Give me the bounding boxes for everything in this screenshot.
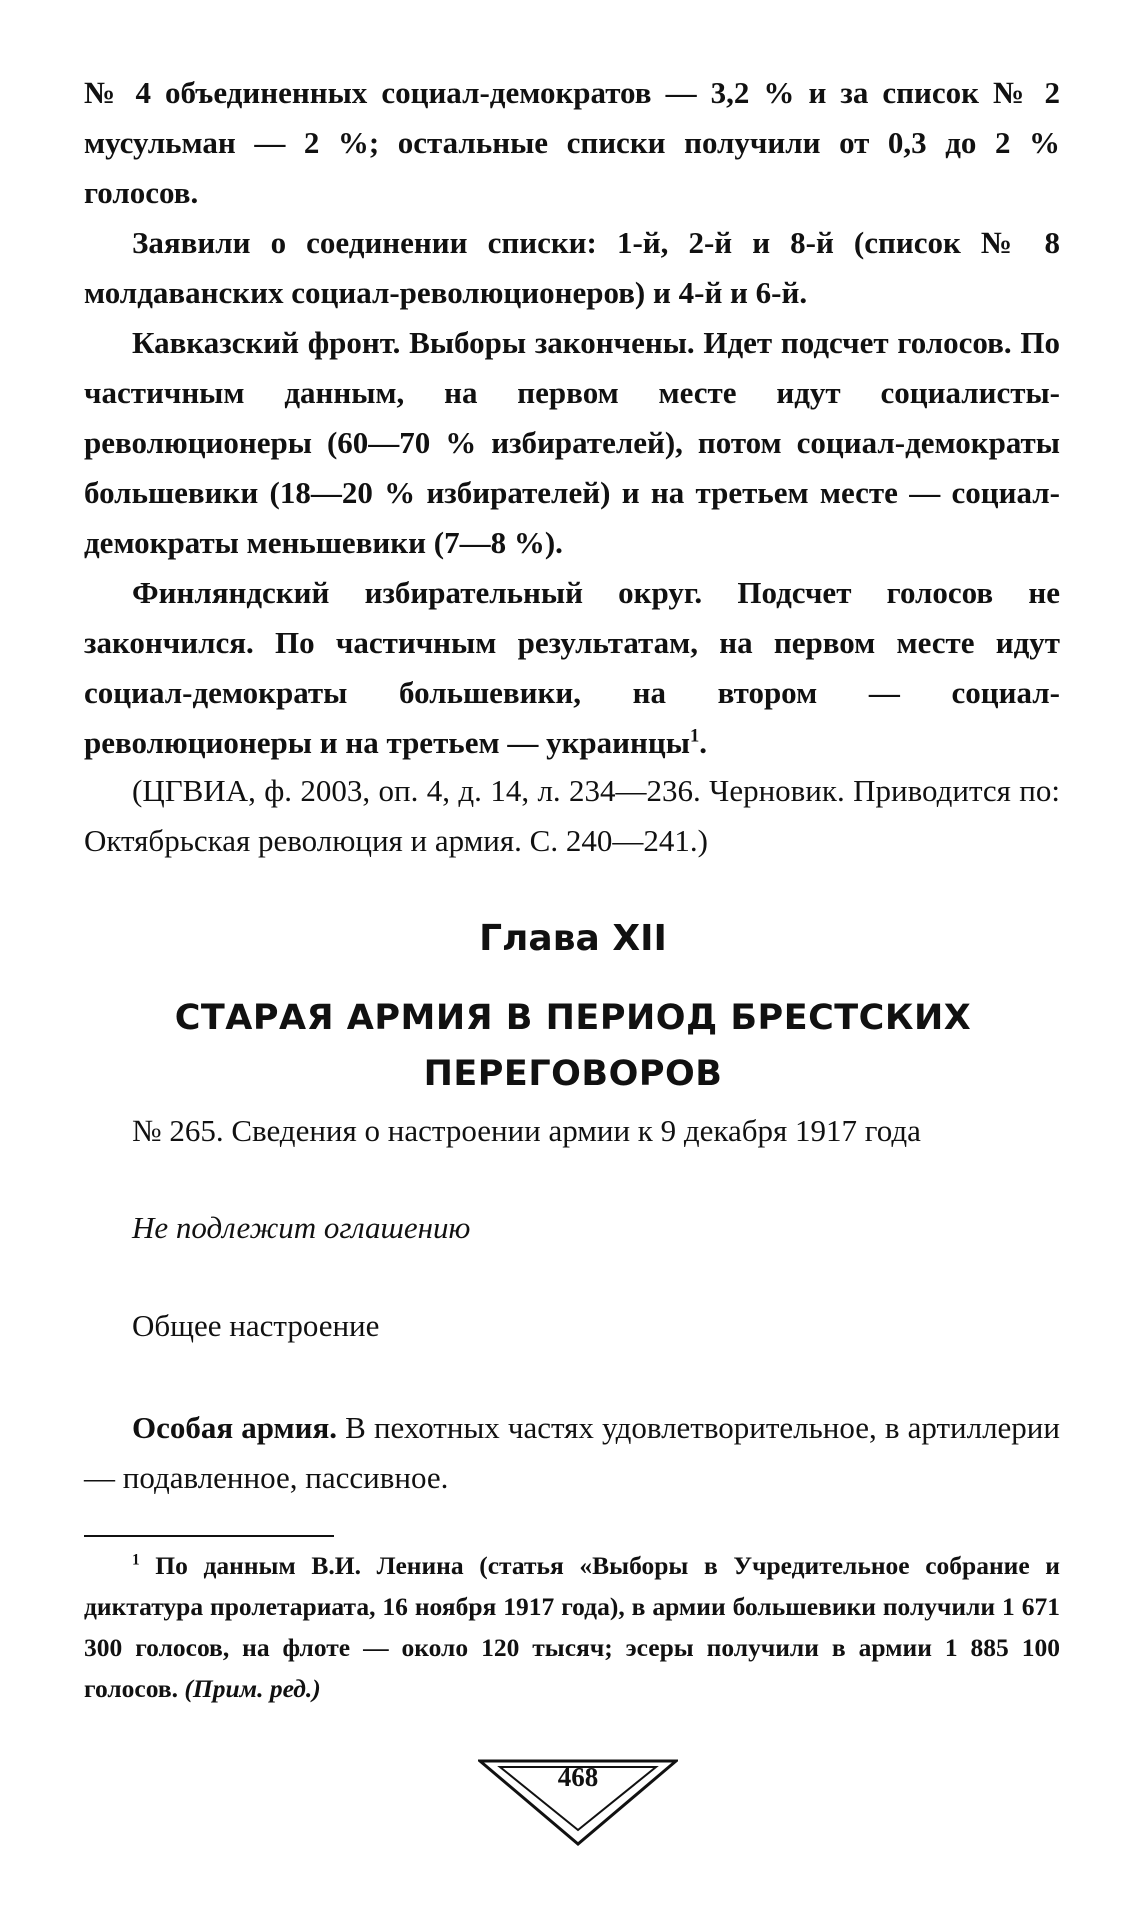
- caucasus-front-lead: Кавказский фронт.: [132, 325, 401, 360]
- special-army-paragraph: [84, 1403, 1060, 1503]
- document-heading: № 265. Сведения о настроении армии к 9 декабря 1917 года: [132, 1113, 921, 1148]
- footnote-text: [84, 1545, 1060, 1709]
- paragraph-list-merge: Заявили о соединении списки: 1-й, 2-й и 8-й (список № 8 молдаванских социал-революционеров) и 4-й и 6-й.: [84, 225, 1060, 310]
- paragraph-election-results: № 4 объединенных социал-демократов — 3,2 % и за список № 2 мусульман — 2 %; остальные списки получили от 0,3 до 2 % голосов.: [84, 75, 1060, 210]
- footnote: [84, 1545, 1060, 1709]
- footnote-marker: 1: [132, 1551, 140, 1569]
- special-army-text: [84, 1403, 1060, 1503]
- finland-district-end: .: [699, 725, 707, 760]
- special-army-body: В пехотных частях удовлетворительное, в артиллерии — подавленное, пассивное.: [84, 1410, 1060, 1495]
- editor-note: (Прим. ред.): [184, 1674, 321, 1703]
- chapter-title: [0, 990, 1146, 1102]
- chapter-label: Глава XII: [479, 918, 667, 959]
- continued-text: [84, 68, 1060, 768]
- finland-district-lead: Финляндский избирательный округ.: [132, 575, 703, 610]
- confidentiality-stamp: Не подлежит оглашению: [132, 1210, 471, 1245]
- paragraph-caucasus-front: [84, 318, 1060, 568]
- caucasus-front-body: Выборы закончены. Идет подсчет голосов. По частичным данным, на первом месте идут социалисты-революционеры (60—70 % избирателей), потом социал-демократы большевики (18—20 % избирателей) и на третьем месте — социал-демократы меньшевики (7—8 %).: [84, 325, 1060, 560]
- chapter-title-line-2: ПЕРЕГОВОРОВ: [423, 1054, 723, 1094]
- source-citation: (ЦГВИА, ф. 2003, оп. 4, д. 14, л. 234—236. Черновик. Приводится по: Октябрьская революция и армия. С. 240—241.): [84, 773, 1060, 858]
- footnote-body: По данным В.И. Ленина (статья «Выборы в Учредительное собрание и диктатура пролетариата, 16 ноября 1917 года), в армии большевики получили 1 671 300 голосов, на флоте — около 120 тысяч; эсеры получили в армии 1 885 100 голосов.: [84, 1551, 1060, 1703]
- page-number: 468: [557, 1762, 599, 1792]
- chapter-title-line-1: СТАРАЯ АРМИЯ В ПЕРИОД БРЕСТСКИХ: [174, 998, 972, 1038]
- special-army-lead: Особая армия.: [132, 1410, 338, 1445]
- finland-district-body: Подсчет голосов не закончился. По частичным результатам, на первом месте идут социал-демократы большевики, на втором — социал-революционеры и на третьем — украинцы: [84, 575, 1060, 760]
- page-number-ornament: [478, 1758, 678, 1848]
- footnote-reference: 1: [689, 725, 700, 747]
- archive-source: [84, 766, 1060, 866]
- footnote-divider: [84, 1535, 334, 1537]
- paragraph-finland-district: [84, 568, 1060, 768]
- section-heading: Общее настроение: [132, 1308, 380, 1343]
